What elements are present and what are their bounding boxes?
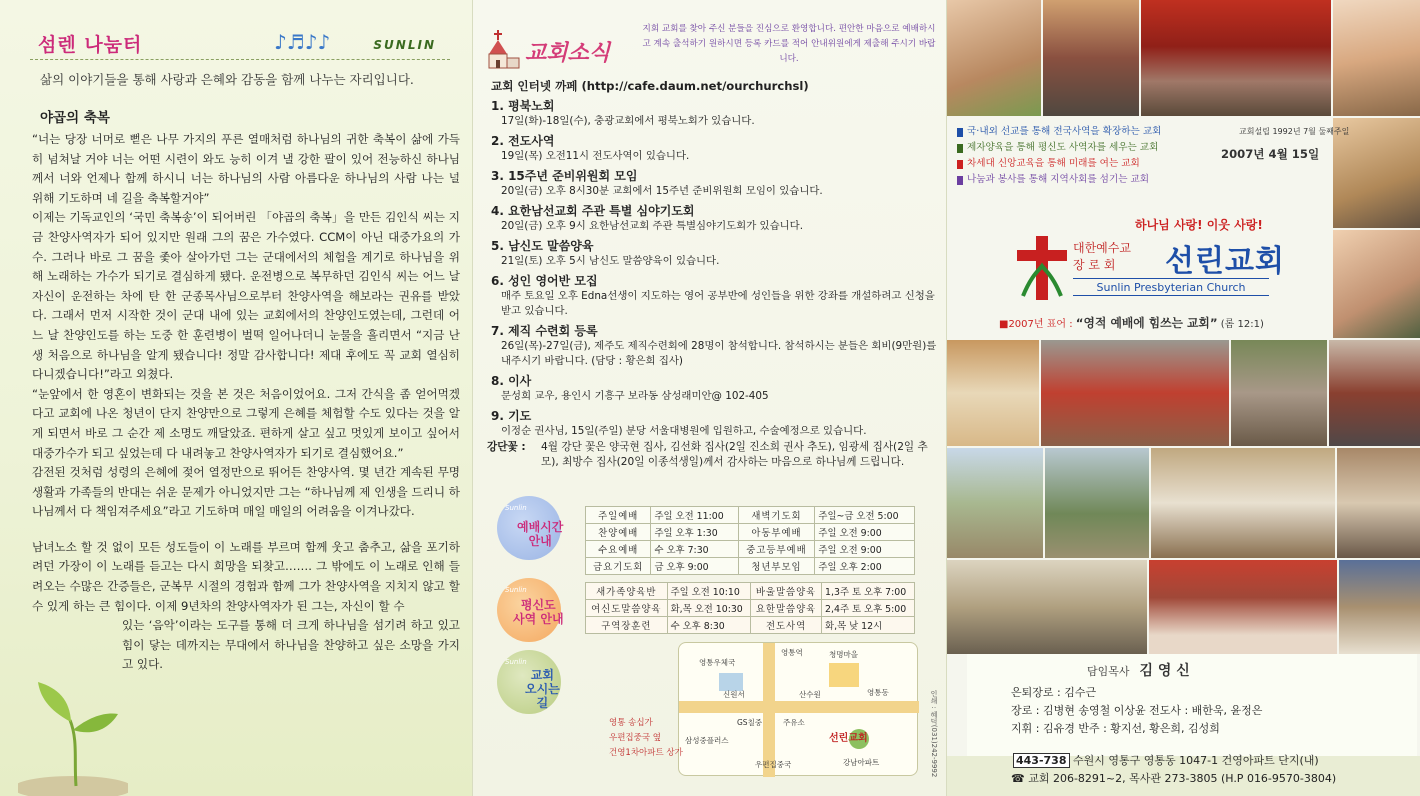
photo-choir xyxy=(947,340,1039,446)
staff-row: 은퇴장로 : 김수근 xyxy=(1011,686,1097,699)
list-item: 4. 요한남선교회 주관 특별 심야기도회 20일(금) 오후 9시 요한남선교회 주관 특별심야기도회가 있습니다. xyxy=(491,204,803,232)
photo-girl-2 xyxy=(1333,230,1420,338)
worship-badge: Sunlin xyxy=(497,496,561,560)
list-item: 차세대 신앙교육을 통해 미래를 여는 교회 xyxy=(957,156,1161,172)
location-map[interactable] xyxy=(678,642,918,776)
photo-group xyxy=(1041,340,1229,446)
table-row: 금요기도회 금 오후 9:00 청년부모임 주일 오후 2:00 xyxy=(586,558,915,575)
list-item: 국·내외 선교를 통해 전국사역을 확장하는 교회 xyxy=(957,124,1161,140)
map-label: GS칠중 xyxy=(737,718,763,727)
paragraph: 이제는 기독교인의 ‘국민 축복송’이 되어버린 「야곱의 축복」을 만든 김인식 씨는 지금 찬양사역자가 되어 있지만 원래 그의 꿈은 가수였다. CCM이 아닌 대중가요의 가수. 그러나 바로 그 꿈을 좇아 살아가던 그는 군대에서의 체험을 계기로 하나님을 위해 노래하는 가수가 되기로 결심하게 됐다. 운전병으로 복무하던 김인식 씨는 어느 날 자신이 운전하는 차에 탄 한 군종목사님으로부터 찬양사역을 해보라는 권유를 받았다. 그래서 먼저 시작한 것이 군대 내에 있는 교회에서의 찬양인도였는데, 그런데 어느 날 찬양인도를 하는 도중 한 훈련병이 벌떡 일어나더니 눈물을 흘리면서 “지금 난생 처음으로 하나님을 알게 됐습니다! 정말 감사합니다! 제대 후에도 꼭 교회 열심히 다니겠습니다!”라고 외쳤다. xyxy=(32,210,460,382)
printer-info: 인쇄 : 혜덕(031)242-9992 xyxy=(930,690,938,778)
table-row: 찬양예배 주일 오후 1:30 아동부예배 주일 오전 9:00 xyxy=(586,524,915,541)
table-row: 여신도말씀양육 화,목 오전 10:30 요한말씀양육 2,4주 토 오후 5:00 xyxy=(586,600,915,617)
staff-row: 지휘 : 김유경 반주 : 황지선, 황은희, 김성희 xyxy=(1011,722,1220,735)
zip-code: 443-738 xyxy=(1013,753,1070,768)
list-item: 6. 성인 영어반 모집 매주 토요일 오후 Edna선생이 지도하는 영어 공부반에 성인들을 위한 강좌를 개설하려고 신청을 받고 있습니다. xyxy=(491,274,935,317)
map-label: 산수원 xyxy=(799,690,821,699)
photo-child xyxy=(947,0,1041,116)
paragraph: “눈앞에서 한 영혼이 변화되는 것을 본 것은 처음이었어요. 그저 간식을 좀 얻어먹겠다고 교회에 나온 청년이 단지 찬양만으로 그렇게 은혜를 체험할 수도 있다는 것을 알게 되면서 바로 그 순간 제 소명도 깨달았죠. 편하게 살고 싶고 멋있게 보이고 싶어서 대중가수가 되고 싶었는데 다 내려놓고 찬양사역자가 되기로 결심했어요.” xyxy=(32,386,460,460)
worship-label: 예배시간 안내 xyxy=(517,520,564,548)
list-item: 9. 기도 이정순 권사님, 15일(주일) 분당 서울대병원에 입원하고, 수술예정으로 있습니다. xyxy=(491,409,867,437)
map-label: 청명마을 xyxy=(829,650,858,659)
staff-row: 장로 : 김병현 송영철 이상윤 전도사 : 배한욱, 윤정은 xyxy=(1011,704,1263,717)
table-row: 수요예배 수 오후 7:30 중고등부예배 주일 오전 9:00 xyxy=(586,541,915,558)
senior-pastor: 담임목사 김 영 신 xyxy=(1087,663,1190,679)
slogan: 하나님 사랑! 이웃 사랑! xyxy=(1135,218,1263,232)
map-label: 영통역 xyxy=(781,648,803,657)
list-item: 5. 남신도 말씀양육 21일(토) 오후 5시 남신도 말씀양육이 있습니다. xyxy=(491,239,720,267)
map-label: 강남아파트 xyxy=(843,758,880,767)
map-label: 영통우체국 xyxy=(699,658,736,667)
photo-meal xyxy=(1337,448,1420,558)
paragraph: 남녀노소 할 것 없이 모든 성도들이 이 노래를 부르며 함께 웃고 춤추고, 삶을 포기하려던 가장이 이 노래를 듣고는 다시 희망을 되찾고……. 그 밖에도 이 노래로 인해 들려오는 수많은 간증들은, 군복무 시절의 경험과 함께 그가 찬양사역을 지치지 않고 할 수 있게 하는 큰 힘이다. 이제 9년차의 찬양사역자가 된 그는, 자신이 할 수 xyxy=(32,539,460,613)
panel-story xyxy=(0,0,472,796)
photo-youth xyxy=(1151,448,1335,558)
map-note: 영통 송십가 우편집중국 옆 건영1차아파트 상가 xyxy=(609,718,683,758)
photo-women xyxy=(1231,340,1327,446)
music-notes-icon: ♪♬♪♪ xyxy=(274,30,331,54)
list-item: 나눔과 봉사를 통해 지역사회를 섬기는 교회 xyxy=(957,172,1161,188)
story-body xyxy=(32,130,460,675)
church-english-name: Sunlin Presbyterian Church xyxy=(1073,278,1269,296)
brand-label: SUNLIN xyxy=(373,38,436,52)
founding-date: 교회설립 1992년 7월 둘째주일 xyxy=(1239,127,1350,136)
map-label: 삼성중플러스 xyxy=(685,736,729,745)
directions-badge: Sunlin xyxy=(497,650,561,714)
denomination: 대한예수교 장 로 회 xyxy=(1073,241,1131,272)
photo-jump xyxy=(1045,448,1149,558)
mission-list xyxy=(957,124,1161,188)
sprout-image xyxy=(18,660,128,796)
news-title: 교회소식 xyxy=(525,41,611,66)
laity-table xyxy=(585,582,915,634)
list-item: 7. 제직 수련회 등록 26일(목)-27일(금), 제주도 제직수련회에 28명이 참석합니다. 참석하시는 분들은 회비(9만원)를 내주시기 바랍니다. (담당 : 황은희 집사) xyxy=(491,324,937,367)
map-label: 영통동 xyxy=(867,688,889,697)
story-subtitle: 삶의 이야기들을 통해 사랑과 은혜와 감동을 함께 나누는 자리입니다. xyxy=(40,72,414,87)
laity-label: 평신도 사역 안내 xyxy=(513,598,564,626)
church-name: 선린교회 xyxy=(1165,244,1285,279)
news-list xyxy=(491,78,939,439)
photo-dinner xyxy=(1339,560,1420,654)
year-theme: ■2007년 표어 : “영적 예배에 힘쓰는 교회” (롬 12:1) xyxy=(999,316,1264,330)
panel-cover xyxy=(946,0,1420,796)
photo-children-party xyxy=(1043,0,1139,116)
photo-worship-hall xyxy=(1149,560,1337,654)
photo-girl xyxy=(1333,0,1420,116)
table-row: 주일예배 주일 오전 11:00 새벽기도회 주일~금 오전 5:00 xyxy=(586,507,915,524)
bulletin-date: 2007년 4월 15일 xyxy=(1221,147,1320,161)
welcome-text: 지회 교회를 찾아 주신 분들을 진심으로 환영합니다. 편안한 마음으로 예배하시고 계속 출석하기 원하시면 등록 카드를 적어 안내위원에게 제출해 주시기 바랍니다. xyxy=(642,24,936,64)
list-item: 제자양육을 통해 평신도 사역자를 세우는 교회 xyxy=(957,140,1161,156)
panel-news xyxy=(472,0,946,796)
paragraph: “너는 당장 너머로 뻗은 나무 가지의 푸른 열매처럼 하나님의 귀한 축복이 삶에 가득히 넘쳐날 거야 너는 어떤 시련이 와도 능히 이겨 낼 강한 팔이 있어 전능하신 하나님께서 너와 언제나 함께 하시니 너는 하나님의 사람 아름다운 하나님의 사람 나는 널 위해 기도하며 네 길을 축복할거야” xyxy=(32,132,460,205)
altar-flowers xyxy=(487,440,935,470)
map-label: 신원서 xyxy=(723,690,745,699)
paragraph: 감전된 것처럼 성령의 은혜에 젖어 열정만으로 뛰어든 찬양사역. 몇 년간 계속된 무명생활과 가족들의 반대는 쉬운 문제가 아니었지만 그는 “하나님께 제 인생을 드리니 하나님께서 다 책임져주세요”라고 기도하며 매일 매일의 어려움을 이겨나갔다. xyxy=(32,465,460,519)
story-heading: 야곱의 축복 xyxy=(40,110,110,126)
table-row: 구역장훈련 수 오후 8:30 전도사역 화,목 낮 12시 xyxy=(586,617,915,634)
list-item: 3. 15주년 준비위원회 모임 20일(금) 오후 8시30분 교회에서 15주년 준비위원회 모임이 있습니다. xyxy=(491,169,823,197)
laity-badge: Sunlin xyxy=(497,578,561,642)
list-item: 8. 이사 문성희 교우, 용인시 기흥구 보라동 삼성래미안@ 102-405 xyxy=(491,374,769,402)
list-item: 2. 전도사역 19일(목) 오전11시 전도사역이 있습니다. xyxy=(491,134,690,162)
story-header xyxy=(30,28,450,60)
worship-table xyxy=(585,506,915,575)
photo-outdoor xyxy=(947,448,1043,558)
list-item: 1. 평북노회 17일(화)-18일(수), 충광교회에서 평북노회가 있습니다. xyxy=(491,99,755,127)
altar-flowers-label: 강단꽃 : xyxy=(487,441,526,453)
table-row: 새가족양육반 주일 오전 10:10 바울말씀양육 1,3주 토 오후 7:00 xyxy=(586,583,915,600)
story-title: 섬렌 나눔터 xyxy=(38,34,143,56)
altar-flowers-text: 4월 강단 꽃은 양국현 집사, 김선화 집사(2일 진소희 권사 추도), 임광세 집사(2일 추모), 최방수 집사(20일 이종석생일)께서 감사하는 마음으로 하나님께 드립니다. xyxy=(541,441,928,468)
church-address: 443-738 수원시 영통구 영통동 1047-1 건영아파트 단지(내) xyxy=(1013,752,1319,768)
cafe-link[interactable]: 교회 인터넷 까페 (http://cafe.daum.net/ourchurchsl) xyxy=(491,79,809,93)
photo-men xyxy=(1329,340,1420,446)
map-label: 우편집중국 xyxy=(755,760,792,769)
church-icon xyxy=(483,28,521,72)
directions-label: 교회 오시는 길 xyxy=(525,668,560,710)
photo-congregation xyxy=(947,560,1147,654)
church-phone: ☎ 교회 206-8291~2, 목사관 273-3805 (H.P 016-9570-3804) xyxy=(1011,772,1337,785)
paragraph: 있는 ‘음악’이라는 도구를 통해 더 크게 하나님을 섬기려 하고 있고 힘이 닿는 데까지는 무대에서 하나님을 찬양하고 싶은 소망을 가지고 있다. xyxy=(122,618,460,672)
map-label: 주유소 xyxy=(783,718,805,727)
cross-logo-icon xyxy=(1017,236,1067,300)
photo-stage xyxy=(1141,0,1331,116)
map-church-label: 선린교회 xyxy=(829,733,868,744)
